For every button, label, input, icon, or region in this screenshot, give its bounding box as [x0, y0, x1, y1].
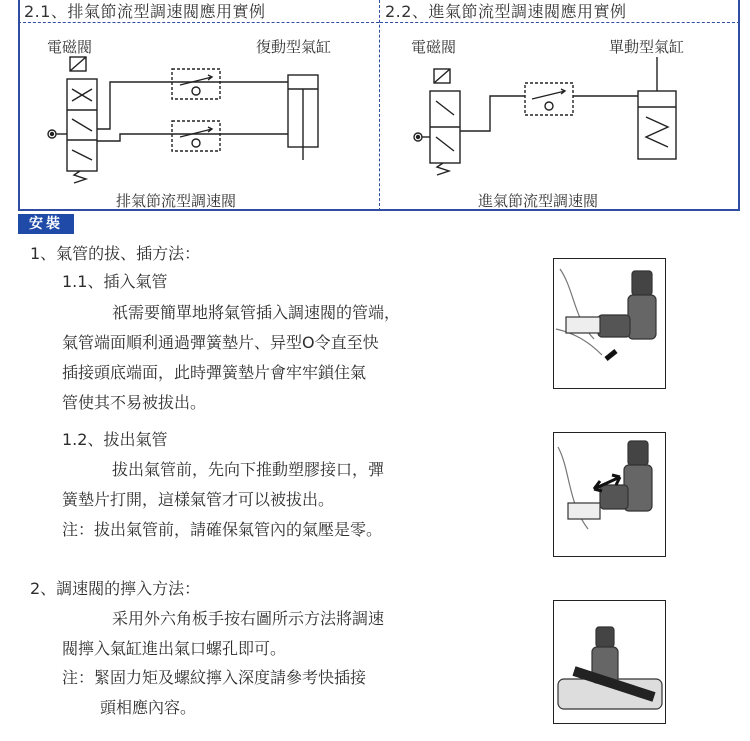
- s1-sub2-line-1: 拔出氣管前，先向下推動塑膠接口，彈: [112, 460, 385, 479]
- left-flow-control-1-check: [192, 87, 200, 95]
- right-flow-control-arrow: [532, 89, 565, 99]
- s2-note-line-1: 注：緊固力矩及螺紋擰入深度請參考快插接: [62, 668, 367, 687]
- right-valve-arrow-2: [436, 137, 454, 151]
- s1-sub2-line-2: 簧墊片打開，這樣氣管才可以被拔出。: [62, 490, 335, 509]
- left-valve-arrow-3: [72, 119, 92, 131]
- tube-icon-2: [568, 503, 600, 519]
- s1-sub1-heading: 1.1、插入氣管: [62, 272, 168, 291]
- left-flow-control-1-arrow: [180, 75, 212, 85]
- right-caption: 進氣節流型調速閥: [478, 192, 599, 210]
- left-solenoid-coil-diagonal: [70, 57, 86, 71]
- right-cylinder-spring-icon: [646, 117, 668, 147]
- wrench-install-photo: [553, 600, 666, 724]
- s1-sub1-line-4: 管使其不易被拔出。: [62, 393, 207, 412]
- left-flow-control-2-arrow: [180, 127, 212, 137]
- single-acting-cylinder-icon: [638, 91, 676, 159]
- fitting-elbow-icon: [598, 315, 630, 337]
- s1-sub1-line-1: 祇需要簡單地將氣管插入調速閥的管端，: [112, 303, 401, 322]
- inlet-throttle-schematic: [410, 55, 710, 185]
- tube-icon: [566, 317, 600, 333]
- left-diagram-title: 2.1、排氣節流型調速閥應用實例: [24, 2, 266, 21]
- left-pressure-source-dot: [51, 133, 54, 136]
- right-line-in: [460, 96, 525, 131]
- install-badge: 安裝: [18, 214, 74, 234]
- s2-note-line-2: 頭相應內容。: [100, 698, 197, 717]
- s1-sub2-heading: 1.2、拔出氣管: [62, 430, 168, 449]
- left-flow-control-2-check: [192, 139, 200, 147]
- left-caption: 排氣節流型調速閥: [116, 192, 237, 210]
- s2-heading: 2、調速閥的擰入方法：: [30, 579, 201, 598]
- insert-tube-photo: [553, 258, 666, 389]
- fitting-nut-icon-3: [596, 627, 614, 647]
- exhaust-throttle-schematic: [40, 55, 340, 185]
- right-return-spring-icon: [437, 163, 449, 175]
- right-flow-control-check: [545, 102, 553, 110]
- fitting-body-icon: [628, 295, 656, 339]
- left-cylinder-label: 復動型氣缸: [256, 38, 332, 56]
- right-pressure-source-dot: [417, 136, 420, 139]
- left-solenoid-label: 電磁閥: [47, 38, 93, 56]
- s1-sub1-line-3: 插接頭底端面，此時彈簧墊片會牢牢鎖住氣: [62, 363, 367, 382]
- left-return-spring-icon: [74, 171, 86, 183]
- right-valve-arrow-1: [436, 101, 454, 115]
- fitting-nut-icon-2: [628, 441, 648, 465]
- right-diagram-title: 2.2、進氣節流型調速閥應用實例: [385, 2, 627, 21]
- s1-heading: 1、氣管的拔、插方法：: [30, 244, 201, 263]
- title-underline-left: [18, 22, 379, 23]
- right-cylinder-label: 單動型氣缸: [609, 38, 685, 56]
- s2-line-1: 采用外六角板手按右圖所示方法將調速: [112, 609, 385, 628]
- s1-sub1-line-2: 氣管端面順利通過彈簧墊片、异型O令直至快: [62, 333, 379, 352]
- right-solenoid-label: 電磁閥: [411, 38, 457, 56]
- fitting-elbow-icon-2: [600, 485, 628, 509]
- s1-sub2-note: 注：拔出氣管前，請確保氣管內的氣壓是零。: [62, 520, 383, 539]
- remove-tube-photo: [553, 432, 666, 557]
- fitting-nut-icon: [632, 271, 652, 295]
- title-underline-right: [380, 22, 740, 23]
- left-valve-arrow-4: [72, 150, 92, 160]
- right-solenoid-coil-diagonal: [434, 69, 450, 83]
- s2-line-2: 閥擰入氣缸進出氣口螺孔即可。: [62, 639, 287, 658]
- insert-arrow-icon: [606, 351, 616, 359]
- diagram-divider: [379, 0, 380, 211]
